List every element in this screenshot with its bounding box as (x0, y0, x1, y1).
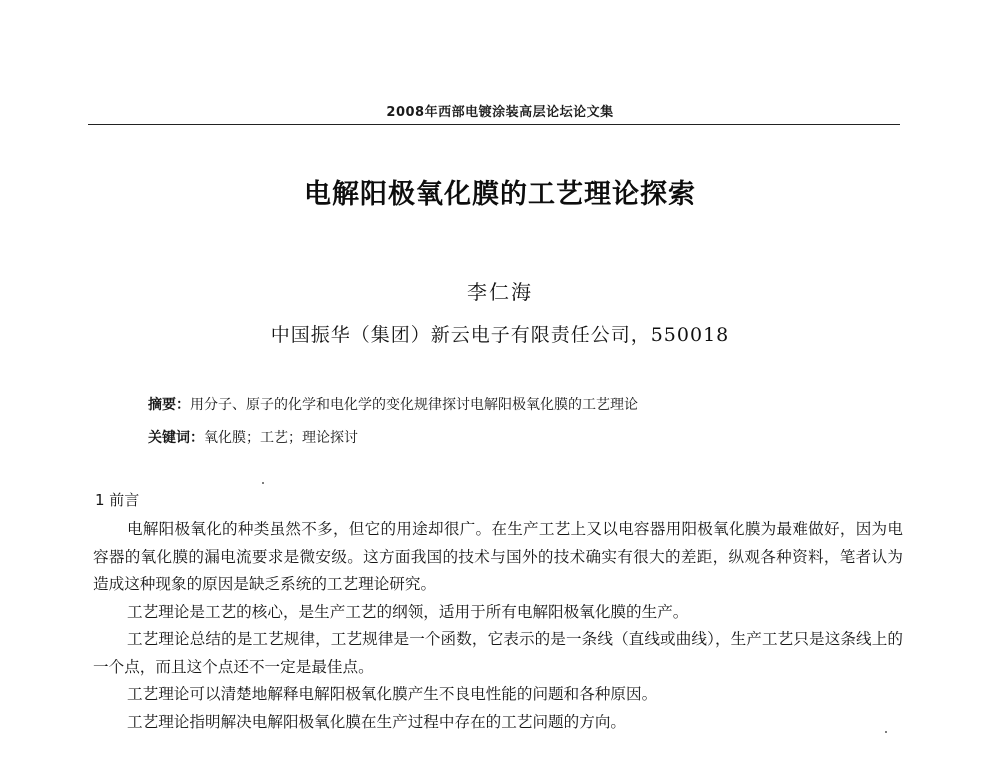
keywords-text: 氧化膜；工艺；理论探讨 (204, 430, 358, 446)
abstract-label: 摘要： (148, 397, 190, 413)
body-paragraph: 工艺理论指明解决电解阳极氧化膜在生产过程中存在的工艺问题的方向。 (127, 712, 627, 731)
author-name: 李仁海 (467, 280, 533, 304)
body-paragraph: 工艺理论是工艺的核心，是生产工艺的纲领，适用于所有电解阳极氧化膜的生产。 (127, 602, 689, 621)
scan-speck (885, 731, 887, 733)
scan-speck (262, 482, 264, 484)
keywords-label: 关键词： (148, 430, 204, 446)
section-heading: 1 前言 (95, 491, 140, 509)
author-affiliation: 中国振华（集团）新云电子有限责任公司，550018 (270, 324, 730, 346)
abstract-text: 用分子、原子的化学和电化学的变化规律探讨电解阳极氧化膜的工艺理论 (190, 397, 638, 413)
body-paragraph: 工艺理论可以清楚地解释电解阳极氧化膜产生不良电性能的问题和各种原因。 (127, 685, 658, 703)
keywords (148, 427, 358, 447)
header-rule (88, 124, 900, 125)
paper-title: 电解阳极氧化膜的工艺理论探索 (304, 179, 696, 210)
abstract (148, 394, 638, 414)
running-header: 2008年西部电镀涂装高层论坛论文集 (386, 105, 614, 120)
body-paragraph: 电解阳极氧化的种类虽然不多，但它的用途却很广。在生产工艺上又以电容器用阳极氧化膜为最难做好，因为电容器的氧化膜的漏电流要求是微安级。这方面我国的技术与国外的技术确实有很大的差距，纵观各种资料，笔者认为造成这种现象的原因是缺乏系统的工艺理论研究。 (93, 520, 903, 593)
body-paragraph: 工艺理论总结的是工艺规律，工艺规律是一个函数，它表示的是一条线（直线或曲线），生产工艺只是这条线上的一个点，而且这个点还不一定是最佳点。 (93, 630, 903, 676)
section-body (93, 516, 903, 736)
